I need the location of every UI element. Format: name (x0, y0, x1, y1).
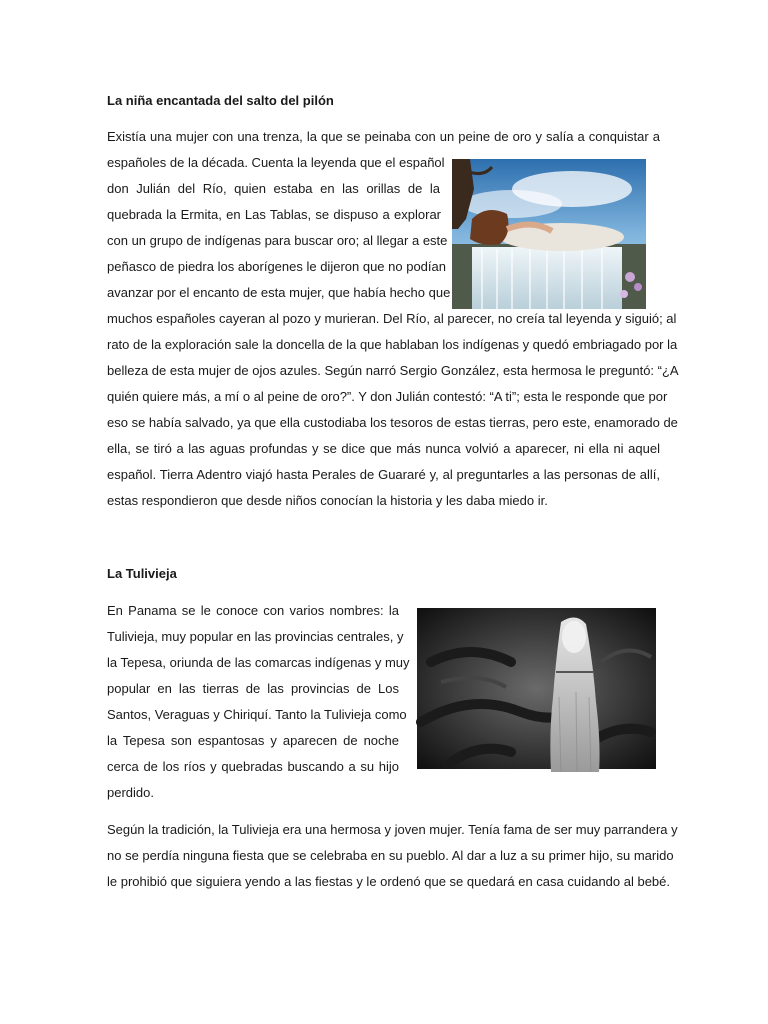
paragraph-line: la Tepesa son espantosas y aparecen de noche (107, 733, 399, 748)
paragraph-line: Existía una mujer con una trenza, la que se peinaba con un peine de oro y salía a conquistar a (107, 129, 660, 144)
paragraph-line: la Tepesa, oriunda de las comarcas indígenas y muy (107, 655, 410, 670)
paragraph-line: no se perdía ninguna fiesta que se celebraba en su pueblo. Al dar a luz a su primer hijo, su marido (107, 848, 674, 863)
paragraph-line: Tulivieja, muy popular en las provincias centrales, y (107, 629, 404, 644)
tulivieja-ghost-illustration (411, 602, 662, 775)
paragraph-line: peñasco de piedra los aborígenes le dijeron que no podían (107, 259, 446, 274)
waterfall-woman-image (452, 159, 646, 309)
paragraph-line: Según la tradición, la Tulivieja era una hermosa y joven mujer. Tenía fama de ser muy parrandera y (107, 822, 678, 837)
section-title-nina-encantada: La niña encantada del salto del pilón (107, 93, 334, 108)
section-title-tulivieja: La Tulivieja (107, 566, 177, 581)
tulivieja-ghost-image (411, 602, 662, 775)
paragraph-line: En Panama se le conoce con varios nombres: la (107, 603, 399, 618)
paragraph-line: Santos, Veraguas y Chiriquí. Tanto la Tulivieja como (107, 707, 407, 722)
paragraph-line: españoles de la década. Cuenta la leyenda que el español (107, 155, 445, 170)
paragraph-line: quién quiere más, a mí o al peine de oro?”. Y don Julián contestó: “A ti”; esta le responde que por (107, 389, 668, 404)
paragraph-line: perdido. (107, 785, 154, 800)
paragraph-line: rato de la exploración sale la doncella de la que hablaban los indígenas y quedó embriagado por la (107, 337, 678, 352)
paragraph-line: le prohibió que siguiera yendo a las fiestas y le ordenó que se quedará en casa cuidando al bebé. (107, 874, 671, 889)
paragraph-line: popular en las tierras de las provincias de Los (107, 681, 399, 696)
paragraph-line: quebrada la Ermita, en Las Tablas, se dispuso a explorar (107, 207, 441, 222)
paragraph-line: belleza de esta mujer de ojos azules. Según narró Sergio González, esta hermosa le preguntó: “¿A (107, 363, 679, 378)
paragraph-line: español. Tierra Adentro viajó hasta Perales de Guararé y, al preguntarles a las personas de allí, (107, 467, 660, 482)
waterfall-woman-illustration (452, 159, 646, 309)
paragraph-line: con un grupo de indígenas para buscar oro; al llegar a este (107, 233, 448, 248)
paragraph-line: cerca de los ríos y quebradas buscando a su hijo (107, 759, 399, 774)
paragraph-line: eso se había salvado, ya que ella custodiaba los tesoros de estas tierras, pero este, enamorado de (107, 415, 678, 430)
paragraph-line: ella, se tiró a las aguas profundas y se dice que más nunca volvió a aparecer, ni ella ni aquel (107, 441, 660, 456)
paragraph-line: avanzar por el encanto de esta mujer, que había hecho que (107, 285, 451, 300)
paragraph-line: estas respondieron que desde niños conocían la historia y les daba miedo ir. (107, 493, 548, 508)
paragraph-line: don Julián del Río, quien estaba en las orillas de la (107, 181, 440, 196)
paragraph-line: muchos españoles cayeran al pozo y murieran. Del Río, al parecer, no creía tal leyenda y siguió; al (107, 311, 677, 326)
